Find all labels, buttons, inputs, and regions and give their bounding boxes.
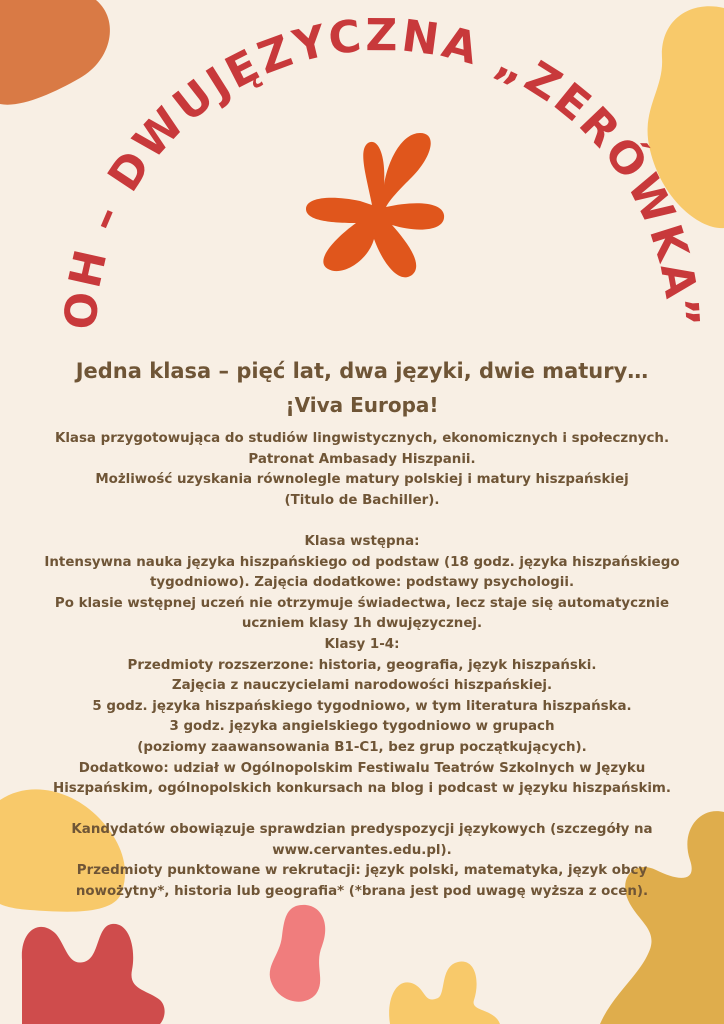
section-heading: Klasy 1-4: xyxy=(324,636,400,652)
main-content xyxy=(40,356,684,903)
grades-line: (poziomy zaawansowania B1-C1, bez grup początkujących). xyxy=(137,739,587,755)
grades-line: 5 godz. języka hiszpańskiego tygodniowo, w tym literatura hiszpańska. xyxy=(92,698,632,714)
subheadline: ¡Viva Europa! xyxy=(285,393,439,417)
intro-line: Możliwość uzyskania równolegle matury polskiej i matury hiszpańskiej xyxy=(95,472,629,488)
section-heading: Klasa wstępna: xyxy=(304,533,420,549)
page-title xyxy=(55,10,708,331)
blob-pink xyxy=(270,905,326,1002)
page-title-text: OH – DWUJĘZYCZNA „ZERÓWKA” xyxy=(55,10,709,332)
blob-bottom-left-red xyxy=(22,924,165,1024)
preparatory-line: uczniem klasy 1h dwujęzycznej. xyxy=(241,616,483,632)
recruitment-line: nowożytny*, historia lub geografia* (*brana jest pod uwagę wyższa z ocen). xyxy=(75,884,649,900)
spacer xyxy=(40,800,684,821)
preparatory-line: tygodniowo). Zajęcia dodatkowe: podstawy psychologii. xyxy=(149,575,575,591)
recruitment-section xyxy=(40,820,684,902)
recruitment-line: Przedmioty punktowane w rekrutacji: język polski, matematyka, język obcy xyxy=(76,863,648,879)
grades-line: 3 godz. języka angielskiego tygodniowo w grupach xyxy=(169,719,555,735)
grades-line: Dodatkowo: udział w Ogólnopolskim Festiwalu Teatrów Szkolnych w Języku xyxy=(78,760,646,776)
preparatory-line: Intensywna nauka języka hiszpańskiego od podstaw (18 godz. języka hiszpańskiego xyxy=(44,554,680,570)
grades-line: Zajęcia z nauczycielami narodowości hiszpańskiej. xyxy=(171,678,553,694)
recruitment-line: Kandydatów obowiązuje sprawdzian predyspozycji językowych (szczegóły na xyxy=(71,822,653,838)
grades-section xyxy=(40,635,684,800)
grades-line: Hiszpańskim, ogólnopolskich konkursach na blog i podcast w języku hiszpańskim. xyxy=(53,781,671,797)
spacer xyxy=(40,511,684,532)
intro-line: Patronat Ambasady Hiszpanii. xyxy=(248,451,476,467)
intro-line: Klasa przygotowująca do studiów lingwistycznych, ekonomicznych i społecznych. xyxy=(54,431,670,446)
headline: Jedna klasa – pięć lat, dwa języki, dwie matury… xyxy=(75,359,649,383)
intro-section xyxy=(40,429,684,511)
recruitment-link-text: www.cervantes.edu.pl). xyxy=(272,842,452,858)
intro-line: (Titulo de Bachiller). xyxy=(284,492,440,508)
preparatory-section xyxy=(40,532,684,635)
title-arc xyxy=(0,0,724,360)
blob-bottom-yellow xyxy=(389,962,500,1024)
preparatory-line: Po klasie wstępnej uczeń nie otrzymuje świadectwa, lecz staje się automatycznie xyxy=(54,595,670,611)
grades-line: Przedmioty rozszerzone: historia, geografia, język hiszpański. xyxy=(127,657,597,673)
